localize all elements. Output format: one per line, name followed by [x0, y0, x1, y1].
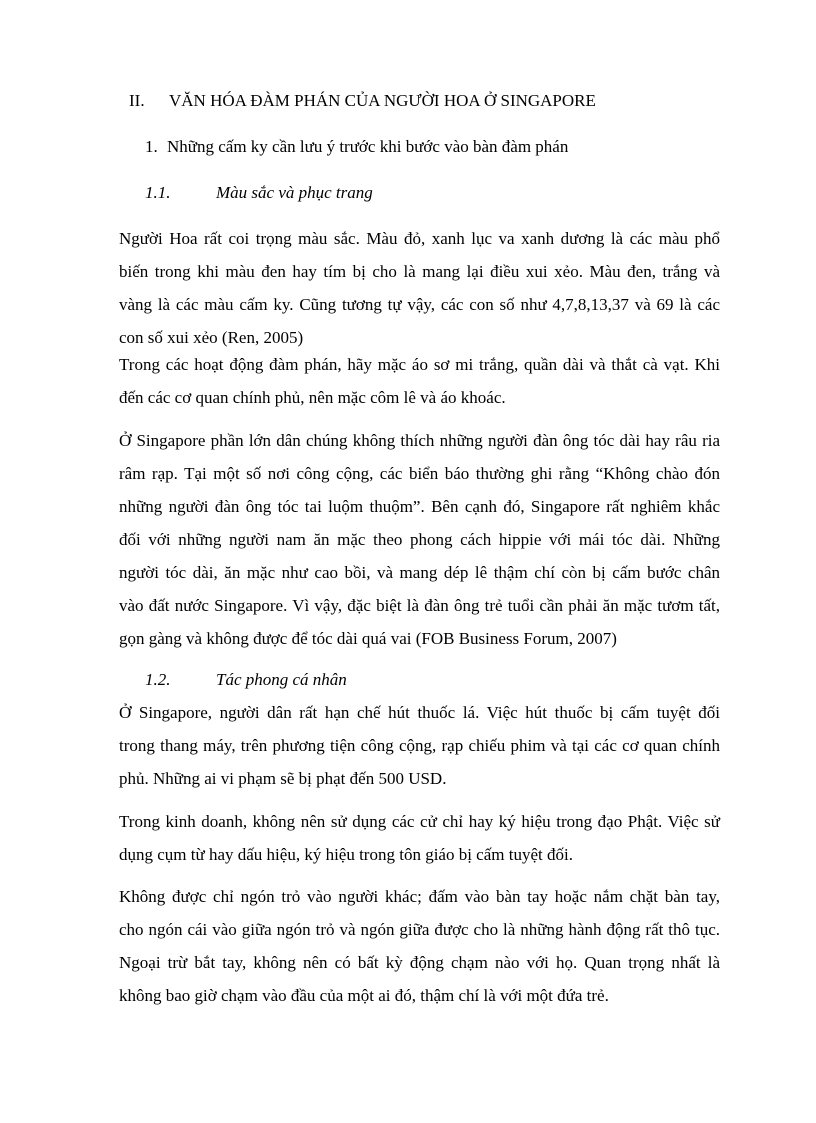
text-line: cho ngón cái vào giữa ngón trỏ và ngón giữa được cho là những hành động rất thô tục.	[119, 920, 720, 939]
text-line: người tóc dài, ăn mặc như cao bồi, và mang dép lê thậm chí còn bị cấm bước chân	[119, 563, 720, 582]
subsubsection-number-1-1: 1.1.	[145, 183, 171, 202]
subsubsection-number-1-2: 1.2.	[145, 670, 171, 689]
paragraph-hair	[119, 430, 720, 661]
subsection-title: Những cấm ky cần lưu ý trước khi bước vào bàn đàm phán	[167, 137, 569, 156]
subsubsection-title-1-2: Tác phong cá nhân	[216, 670, 347, 689]
paragraph-colors	[119, 228, 720, 360]
text-line: vàng là các màu cấm ky. Cũng tương tự vậy, các con số như 4,7,8,13,37 và 69 là các	[119, 295, 720, 314]
text-line: Ở Singapore phần lớn dân chúng không thích những người đàn ông tóc dài hay râu ria	[119, 431, 720, 450]
text-line: biến trong khi màu đen hay tím bị cho là mang lại điều xui xẻo. Màu đen, trắng và	[119, 262, 720, 281]
text-line: không bao giờ chạm vào đầu của một ai đó, thậm chí là với một đứa trẻ.	[119, 986, 609, 1005]
text-line: gọn gàng và không được để tóc dài quá vai (FOB Business Forum, 2007)	[119, 629, 617, 648]
section-number: II.	[129, 91, 145, 110]
paragraph-smoking	[119, 702, 720, 801]
paragraph-attire	[119, 354, 720, 420]
text-line: đến các cơ quan chính phủ, nên mặc côm lê và áo khoác.	[119, 388, 506, 407]
subsubsection-title-1-1: Màu sắc và phục trang	[216, 183, 373, 202]
text-line: phủ. Những ai vi phạm sẽ bị phạt đến 500 USD.	[119, 769, 447, 788]
text-line: đối với những người nam ăn mặc theo phong cách hippie với mái tóc dài. Những	[119, 530, 720, 549]
text-line: Trong kinh doanh, không nên sử dụng các cử chỉ hay ký hiệu trong đạo Phật. Việc sử	[119, 812, 720, 831]
text-line: Trong các hoạt động đàm phán, hãy mặc áo sơ mi trắng, quần dài và thắt cà vạt. Khi	[119, 355, 720, 374]
text-line: vào đất nước Singapore. Vì vậy, đặc biệt là đàn ông trẻ tuổi cần phải ăn mặc tươm tất,	[119, 596, 720, 615]
text-line: dụng cụm từ hay dấu hiệu, ký hiệu trong tôn giáo bị cấm tuyệt đối.	[119, 845, 573, 864]
paragraph-gestures	[119, 886, 720, 1018]
text-line: râm rạp. Tại một số nơi công cộng, các biển báo thường ghi rằng “Không chào đón	[119, 464, 720, 483]
text-line: con số xui xẻo (Ren, 2005)	[119, 328, 304, 347]
text-line: những người đàn ông tóc tai luộm thuộm”. Bên cạnh đó, Singapore rất nghiêm khắc	[119, 497, 720, 516]
text-line: Ở Singapore, người dân rất hạn chế hút thuốc lá. Việc hút thuốc bị cấm tuyệt đối	[119, 703, 720, 722]
text-line: Không được chỉ ngón trỏ vào người khác; đấm vào bàn tay hoặc nắm chặt bàn tay,	[119, 887, 720, 906]
subsection-number: 1.	[145, 137, 158, 156]
section-title: VĂN HÓA ĐÀM PHÁN CỦA NGƯỜI HOA Ở SINGAPORE	[169, 91, 596, 110]
paragraph-religion	[119, 811, 720, 877]
text-line: trong thang máy, trên phương tiện công cộng, rạp chiếu phim và tại các cơ quan chính	[119, 736, 720, 755]
text-line: Ngoại trừ bắt tay, không nên có bất kỳ động chạm nào với họ. Quan trọng nhất là	[119, 953, 720, 972]
text-line: Người Hoa rất coi trọng màu sắc. Màu đỏ, xanh lục va xanh dương là các màu phổ	[119, 229, 720, 248]
